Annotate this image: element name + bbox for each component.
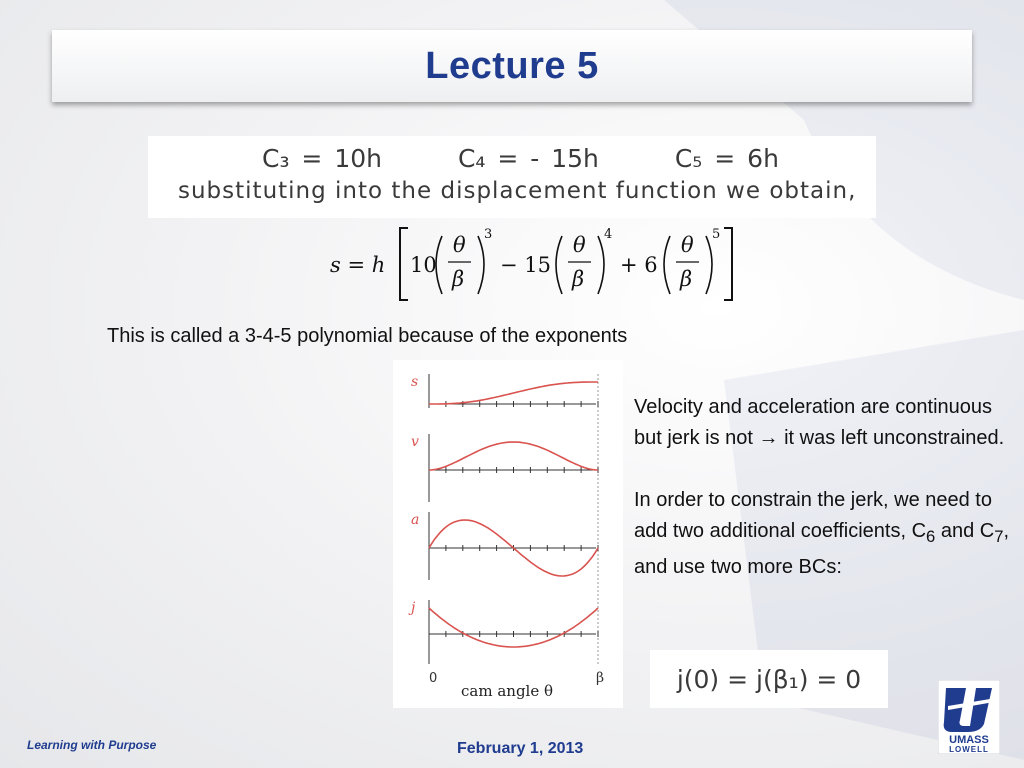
equation-den-2: β <box>572 267 585 291</box>
equation-exp-2: 4 <box>604 227 613 242</box>
polynomial-caption: This is called a 3-4-5 polynomial because of the exponents <box>107 325 628 347</box>
logo-text-umass: UMASS <box>949 734 989 746</box>
explanation-paragraph-2 <box>634 485 1014 583</box>
right-arrow-icon: → <box>758 427 779 449</box>
equation-coef-1: 10 <box>410 253 437 277</box>
equation-den-1: β <box>452 267 465 291</box>
boundary-conditions-note: , and use two more BCs: <box>634 520 1010 578</box>
equation-coef-2: − 15 <box>500 253 551 277</box>
jerk-note: Velocity and acceleration are continuous but jerk is not <box>634 396 993 449</box>
substitution-note: substituting into the displacement function we obtain, <box>178 178 857 204</box>
motion-plots <box>393 360 623 708</box>
equation-coef-3: + 6 <box>620 253 658 277</box>
plot-label-a: a <box>411 512 420 528</box>
plot-curve-s <box>429 382 598 404</box>
plot-label-v: v <box>411 434 419 450</box>
x-end-label: β <box>596 670 605 686</box>
logo-text-lowell: LOWELL <box>949 745 989 754</box>
equation-num-3: θ <box>681 233 694 257</box>
coefficient-line <box>262 144 843 173</box>
equation-exp-1: 3 <box>484 227 493 242</box>
constraint-and: and C <box>935 520 995 542</box>
jerk-boundary-conditions: j(0) = j(β₁) = 0 <box>650 650 888 708</box>
c7-subscript: 7 <box>994 527 1004 546</box>
constraint-note: In order to constrain the jerk, we need to add two additional coefficients, C <box>634 489 992 542</box>
tagline: Learning with Purpose <box>27 738 157 752</box>
explanation-paragraph-1 <box>634 392 1014 454</box>
lecture-date: February 1, 2013 <box>457 740 584 757</box>
coefficient-c5: C₅ = 6h <box>674 144 779 173</box>
equation-num-1: θ <box>453 233 466 257</box>
slide-title: Lecture 5 <box>425 44 599 87</box>
umass-lowell-logo <box>938 680 1000 754</box>
equation-den-3: β <box>680 267 693 291</box>
equation-num-2: θ <box>573 233 586 257</box>
plot-curve-j <box>429 608 598 647</box>
displacement-equation <box>328 222 738 306</box>
equation-exp-3: 5 <box>712 227 721 242</box>
handwritten-coefficients <box>148 136 876 218</box>
c6-subscript: 6 <box>926 527 936 546</box>
x-axis-label: cam angle θ <box>461 682 554 700</box>
unconstrained-note: it was left unconstrained. <box>784 427 1005 449</box>
title-bar <box>52 30 972 102</box>
x-start-label: 0 <box>429 671 438 686</box>
explanation-text <box>634 392 1014 614</box>
plot-label-j: j <box>411 600 416 616</box>
coefficient-c3: C₃ = 10h <box>262 144 382 173</box>
coefficient-c4: C₄ = - 15h <box>457 144 599 173</box>
plot-label-s: s <box>411 374 419 390</box>
plot-curve-v <box>429 442 598 470</box>
equation-lhs: s = h <box>330 253 386 277</box>
